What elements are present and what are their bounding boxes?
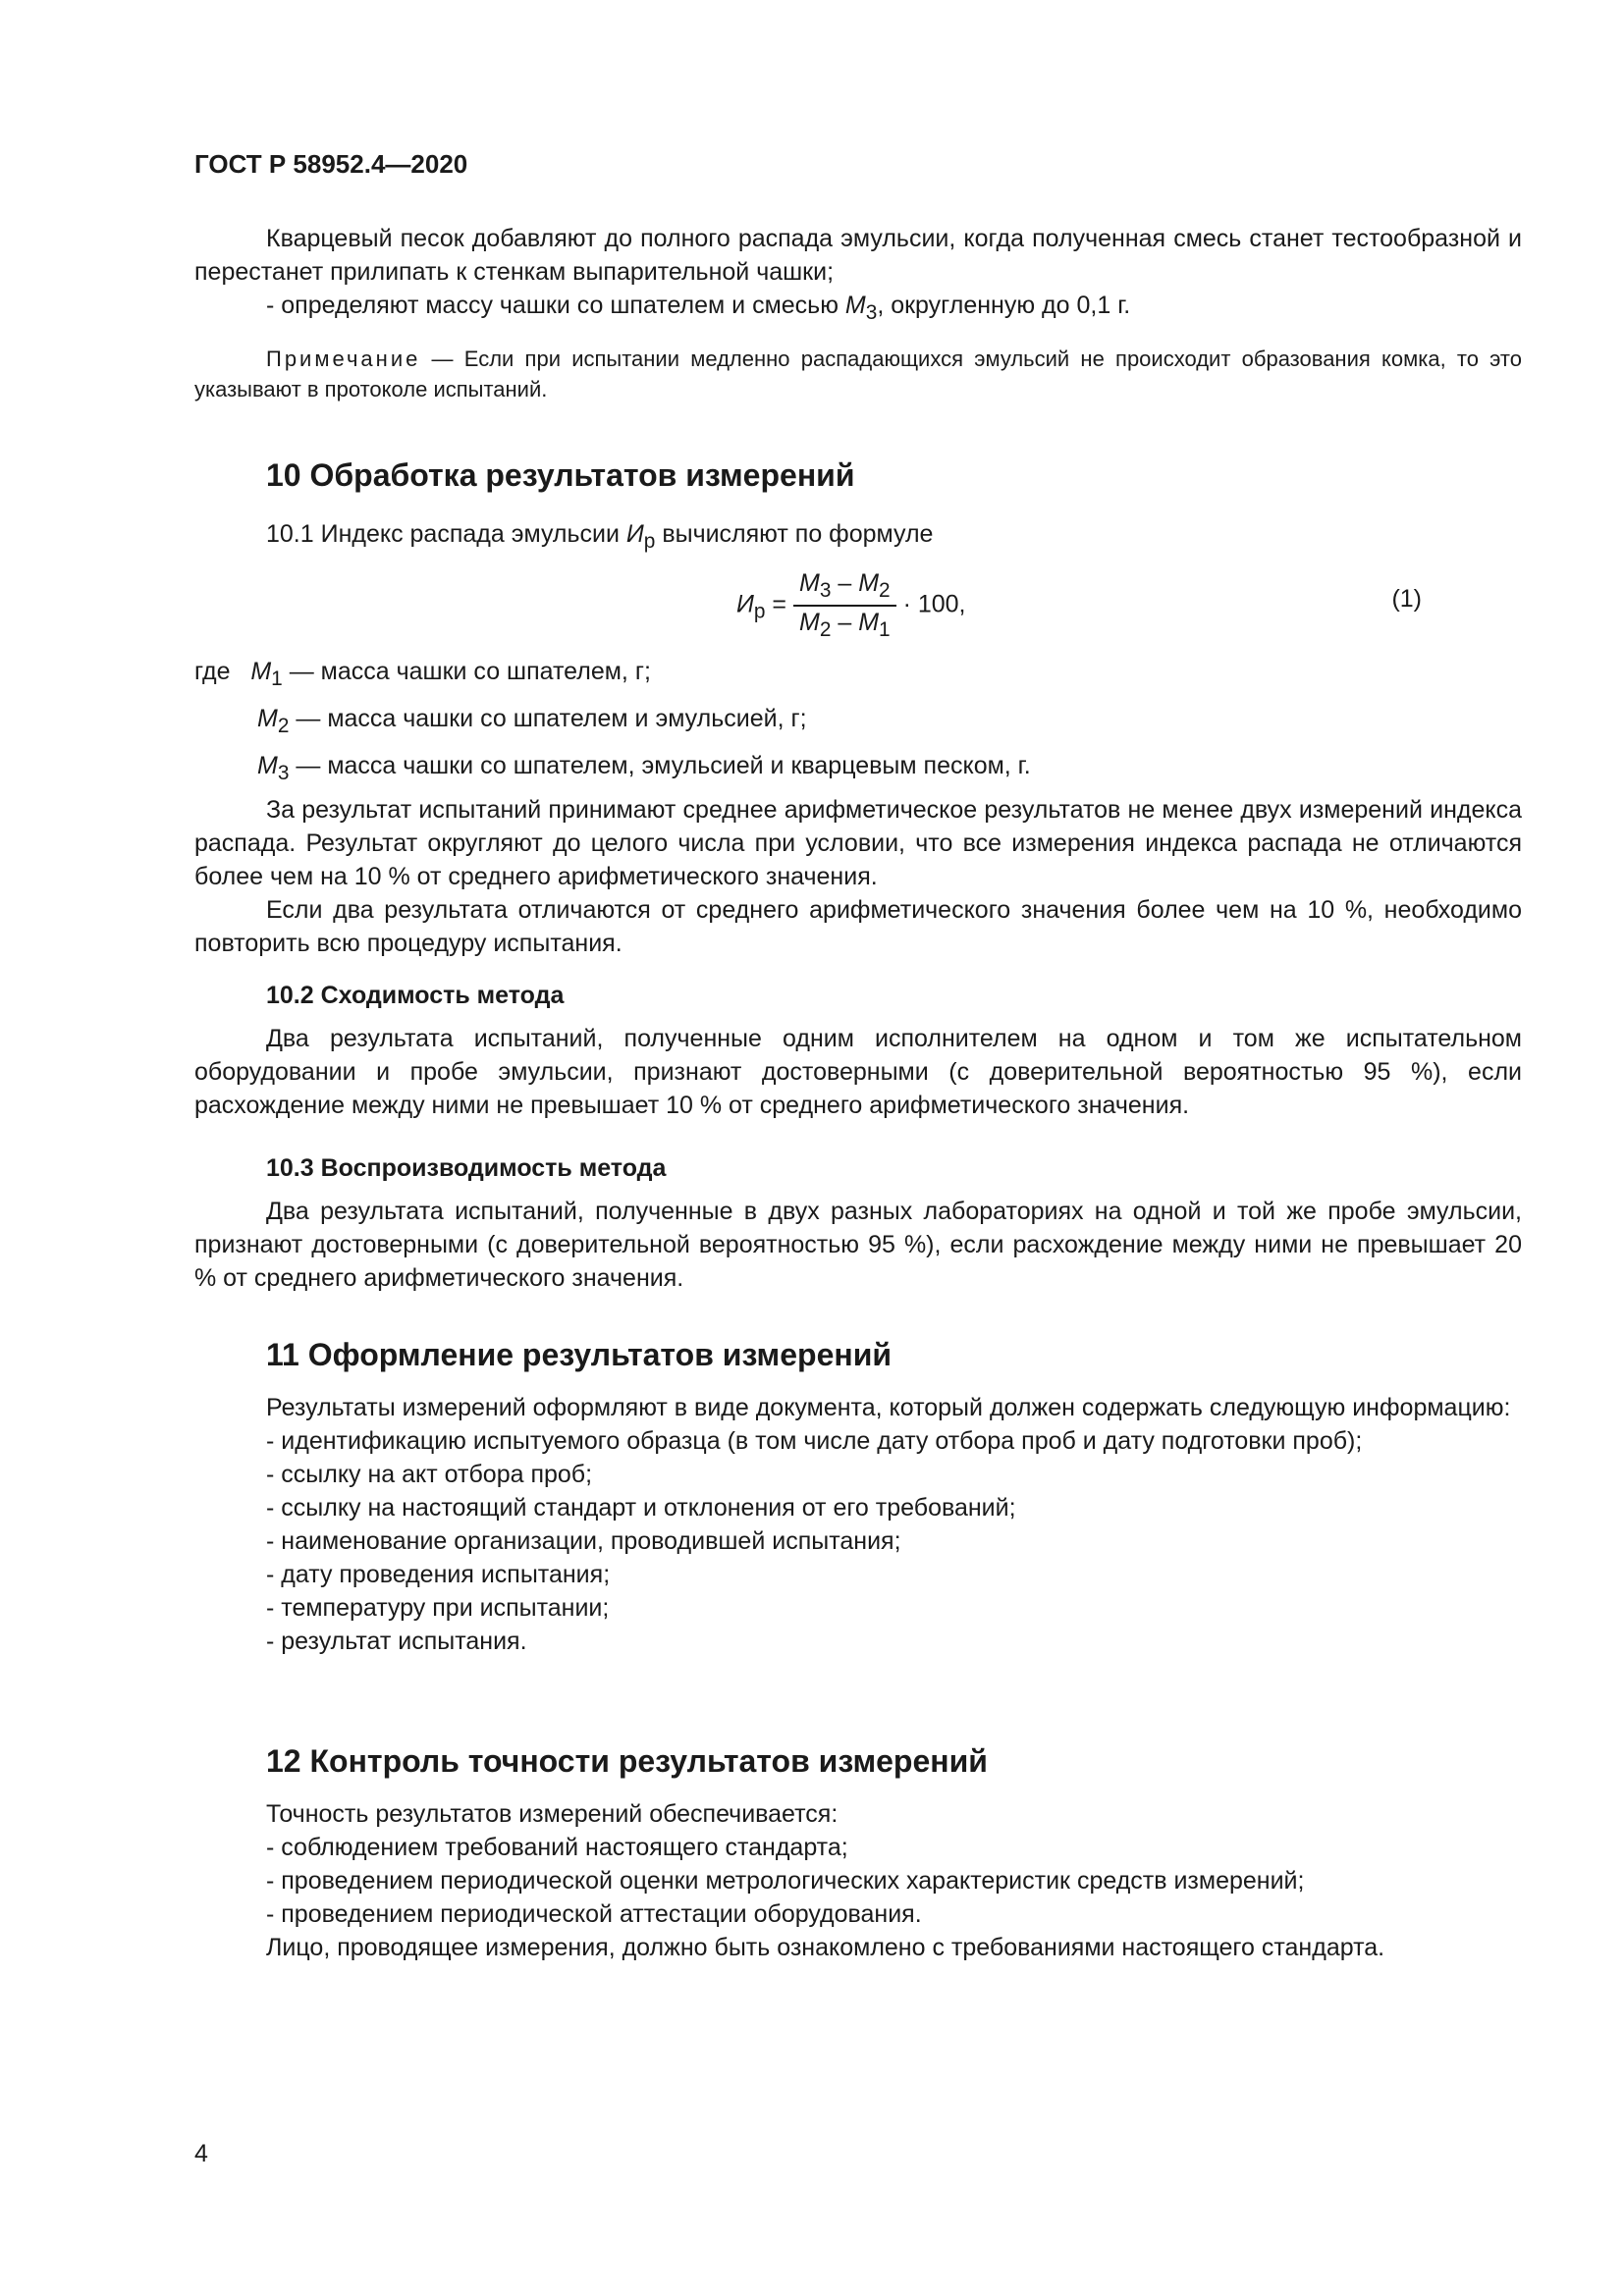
repeat-paragraph: Если два результата отличаются от среднего арифметического значения более чем на 10 %, необходимо повторить всю процедуру испытания. xyxy=(194,896,1522,957)
intro-block xyxy=(194,222,1522,404)
section-11-intro: Результаты измерений оформляют в виде документа, который должен содержать следующую информацию: xyxy=(266,1394,1511,1421)
formula-fraction xyxy=(793,569,896,642)
section-11-item: - результат испытания. xyxy=(266,1628,527,1655)
section-11-item: - идентификацию испытуемого образца (в том числе дату отбора проб и дату подготовки проб); xyxy=(266,1427,1363,1455)
section-12-closing: Лицо, проводящее измерения, должно быть ознакомлено с требованиями настоящего стандарта. xyxy=(266,1934,1385,1961)
formula-1: $И_р$ = $\frac{М_3 - М_2}{М_2 - М_1}$ · 100, xyxy=(736,569,966,641)
section-11-title: 11 Оформление результатов измерений xyxy=(266,1337,893,1372)
section-12-item: - проведением периодической оценки метрологических характеристик средств измерений; xyxy=(266,1867,1305,1895)
section-10-results xyxy=(194,793,1522,960)
section-12-item: - соблюдением требований настоящего стандарта; xyxy=(266,1834,848,1861)
formula-numerator: $М_3 - М_2$ xyxy=(793,569,896,607)
intro-paragraph: Кварцевый песок добавляют до полного распада эмульсии, когда полученная смесь станет тестообразной и перестанет прилипать к стенкам выпарительной чашки; xyxy=(194,225,1522,286)
section-12 xyxy=(194,1743,1522,1964)
legend-row-2: $М_2$ — масса чашки со шпателем и эмульсией, г; xyxy=(257,705,807,737)
section-12-item: - проведением периодической аттестации оборудования. xyxy=(266,1900,922,1928)
page-number: 4 xyxy=(194,2140,208,2167)
section-10-2-title: 10.2 Сходимость метода xyxy=(266,982,565,1009)
section-10-3-text: Два результата испытаний, полученные в двух разных лабораториях на одной и той же пробе эмульсии, признают достоверными (с доверительной вероятностью 95 %), если расхождение между ними не превышает 20 % от среднего арифметического значения. xyxy=(194,1198,1522,1292)
section-10-3 xyxy=(194,1154,1522,1295)
section-10-1 xyxy=(194,517,1522,559)
note-label: Примечание xyxy=(266,347,421,371)
document-header: ГОСТ Р 58952.4—2020 xyxy=(194,149,468,179)
section-11-item: - ссылку на акт отбора проб; xyxy=(266,1461,593,1488)
legend-row-1: где $М_1$ — масса чашки со шпателем, г; xyxy=(194,658,651,690)
section-11-item: - наименование организации, проводившей испытания; xyxy=(266,1527,901,1555)
section-10-1-text: 10.1 Индекс распада эмульсии $И_р$ вычисляют по формуле xyxy=(266,520,934,553)
section-12-intro: Точность результатов измерений обеспечивается: xyxy=(266,1800,839,1828)
section-11 xyxy=(194,1337,1522,1658)
section-11-item: - дату проведения испытания; xyxy=(266,1561,611,1588)
section-11-item: - температуру при испытании; xyxy=(266,1594,610,1622)
results-paragraph: За результат испытаний принимают среднее арифметическое результатов не менее двух измерений индекса распада. Результат округляют до целого числа при условии, что все измерения индекса распада не отличаются более чем на 10 % от среднего арифметического значения. xyxy=(194,796,1522,890)
section-12-title: 12 Контроль точности результатов измерений xyxy=(266,1743,988,1779)
formula-number: (1) xyxy=(1391,585,1422,613)
section-10-2 xyxy=(194,982,1522,1122)
intro-note: Примечание — Если при испытании медленно распадающихся эмульсий не происходит образования комка, то это указывают в протоколе испытаний. xyxy=(194,347,1522,401)
formula-denominator: $М_2 - М_1$ xyxy=(798,609,891,641)
document-page xyxy=(194,0,1522,2296)
section-10-3-title: 10.3 Воспроизводимость метода xyxy=(266,1154,667,1182)
section-10 xyxy=(194,457,1522,494)
legend-row-3: $М_3$ — масса чашки со шпателем, эмульсией и кварцевым песком, г. xyxy=(257,752,1031,784)
section-10-2-text: Два результата испытаний, полученные одним исполнителем на одном и том же испытательном оборудовании и пробе эмульсии, признают достоверными (с доверительной вероятностью 95 %), если расхождение между ними не превышает 10 % от среднего арифметического значения. xyxy=(194,1025,1522,1119)
intro-list-item: - определяют массу чашки со шпателем и смесью $М_3$, округленную до 0,1 г. xyxy=(266,292,1131,324)
section-11-item: - ссылку на настоящий стандарт и отклонения от его требований; xyxy=(266,1494,1016,1522)
formula-legend xyxy=(194,652,1522,793)
section-10-title: 10 Обработка результатов измерений xyxy=(266,457,855,493)
